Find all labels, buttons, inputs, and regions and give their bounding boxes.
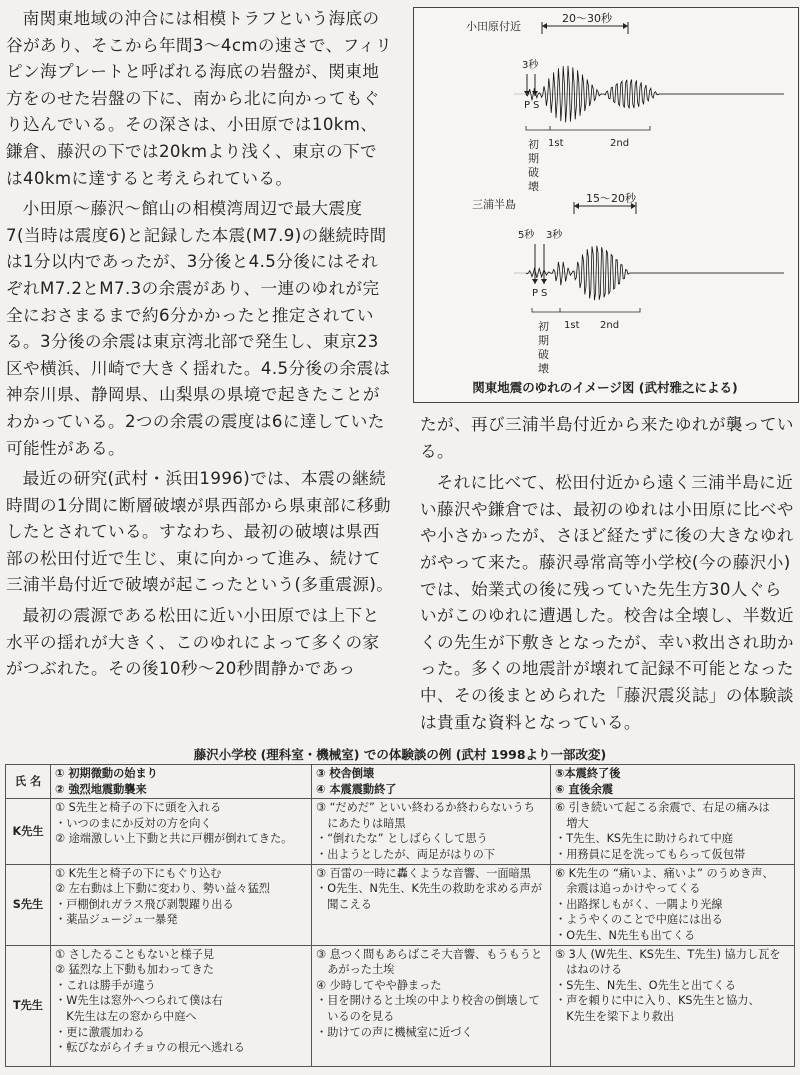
paragraph-2: 小田原〜藤沢〜館山の相模湾周辺で最大震度7(当時は震度6)と記録した本震(M7.9)の継続時間は1分以内であったが、3分後と4.5分後にはそれぞれM7.2とM7.3の余震があり、一連のゆれが完全におさまるまで約6分かかったと推定されている。3分後の余震は東京湾北部で発生し、東京23区や横浜、川崎で大きく揺れた。4.5分後の余震は神奈川県、静岡県、山梨県の県境で起きたことがわかっている。2つの余震の震度は6に達していた可能性がある。: [6, 199, 391, 458]
paragraph-5: たが、再び三浦半島付近から来たゆれが襲っている。: [420, 415, 794, 461]
table-title: 藤沢小学校 (理科室・機械室) での体験談の例 (武村 1998より一部改変): [193, 747, 607, 762]
table-row: [6, 864, 795, 945]
miura-second: 2nd: [600, 320, 620, 331]
header-name: 氏 名: [6, 765, 51, 799]
svg-text:壊: 壊: [538, 362, 549, 375]
miura-initial-break: [538, 320, 549, 375]
experience-table: [5, 764, 795, 1067]
table-header-row: [6, 765, 795, 799]
left-column: [6, 6, 394, 683]
paragraph-4: 最初の震源である松田に近い小田原では上下と水平の揺れが大きく、このゆれによって多くの家がつぶれた。その後10秒〜20秒間静かであっ: [6, 606, 380, 679]
miura-span-label: 15〜20秒: [586, 192, 636, 205]
row-cell: ③ “だめだ” といい終わるか終わらないうち にあたりは暗黒 ・“倒れたな” としばらくして思う ・出ようとしたが、両足がはりの下: [312, 799, 551, 864]
odawara-span-label: 20〜30秒: [562, 12, 612, 25]
row-name: K先生: [6, 799, 51, 864]
paragraph-1: 南関東地域の沖合には相模トラフという海底の谷があり、そこから年間3〜4cmの速さで、フィリピン海プレートと呼ばれる海底の岩盤が、関東地方をのせた岩盤の下に、南から北に向かってもぐり込んでいる。その深さは、小田原では10km、鎌倉、藤沢の下では20kmより浅く、東京の下では40kmに達すると考えられている。: [6, 9, 393, 188]
svg-text:期: 期: [528, 152, 539, 165]
svg-text:期: 期: [538, 334, 549, 347]
svg-text:初: 初: [538, 320, 549, 333]
row-cell: ⑤ 3人 (W先生、KS先生、T先生) 協力し瓦を はねのける ・S先生、N先生、O先生と出てくる ・声を頼りに中に入り、KS先生と協力、 K先生を梁下より救出: [551, 945, 795, 1066]
header-c1: ① 初期微動の始まり ② 強烈地震動襲来: [51, 765, 312, 799]
right-column: [420, 412, 798, 736]
row-name: S先生: [6, 864, 51, 945]
table-row: [6, 799, 795, 864]
miura-first: 1st: [564, 320, 580, 331]
odawara-first: 1st: [548, 138, 564, 149]
miura-ps-label: 5秒: [518, 230, 535, 241]
svg-text:壊: 壊: [528, 180, 539, 193]
paragraph-6: それに比べて、松田付近から遠く三浦半島に近い藤沢や鎌倉では、最初のゆれは小田原に比べやや小さかったが、さほど経たずに後の大きなゆれがやって来た。藤沢尋常高等小学校(今の藤沢小)では、始業式の後に残っていた先生方30人ぐらいがこのゆれに遭遇した。校舎は全壊し、半数近くの先生が下敷きとなったが、幸い救出され助かった。多くの地震計が壊れて記録不可能となった中、その後まとめられた「藤沢震災誌」の体験談は貴重な資料となっている。: [420, 473, 794, 732]
figure-caption: 関東地震のゆれのイメージ図 (武村雅之による): [472, 380, 738, 395]
row-cell: ③ 百雷の一時に轟くような音響、一面暗黒 ・O先生、N先生、K先生の救助を求める声が 聞こえる: [312, 864, 551, 945]
row-cell: ⑥ 引き続いて起こる余震で、右足の痛みは 増大 ・T先生、KS先生に助けられて中庭 ・用務員に足を洗ってもらって仮包帯: [551, 799, 795, 864]
paragraph-3: 最近の研究(武村・浜田1996)では、本震の継続時間の1分間に断層破壊が県西部から県東部に移動したとされている。すなわち、最初の破壊は県西部の松田付近で生じ、東に向かって進み、続けて三浦半島付近で破壊が起こったという(多重震源)。: [6, 469, 394, 595]
svg-text:破: 破: [538, 348, 549, 361]
row-cell: ① さしたることもないと様子見 ② 猛烈な上下動も加わってきた ・これは勝手が違う ・W先生は窓外へつられて僕は右 K先生は左の窓から中庭へ ・更に激震加わる ・転びながらイチョウの根元へ逃れる: [51, 945, 312, 1066]
miura-label: 三浦半島: [472, 198, 516, 211]
odawara-initial-break: [528, 138, 539, 193]
odawara-label: 小田原付近: [466, 20, 521, 33]
miura-waveform: [526, 246, 784, 300]
row-cell: ① K先生と椅子の下にもぐり込む ② 左右動は上下動に変わり、勢い益々猛烈 ・戸棚倒れガラス飛び剥製躍り出る ・薬品ジュージュ一暴発: [51, 864, 312, 945]
seismogram-diagram: [414, 8, 798, 402]
odawara-s: S: [533, 100, 540, 111]
odawara-p: P: [524, 100, 531, 111]
header-c3: ⑤本震終了後 ⑥ 直後余震: [551, 765, 795, 799]
odawara-ps-label: 3秒: [522, 60, 539, 71]
seismogram-figure: [413, 7, 799, 403]
row-cell: ① S先生と椅子の下に頭を入れる ・いつのまにか反対の方を向く ② 途端激しい上下動と共に戸棚が倒れてきた。: [51, 799, 312, 864]
svg-text:初: 初: [528, 138, 539, 151]
svg-text:破: 破: [528, 166, 539, 179]
miura-s: S: [541, 288, 548, 299]
odawara-second: 2nd: [610, 138, 630, 149]
row-name: T先生: [6, 945, 51, 1066]
miura-gap-label: 3秒: [546, 230, 563, 241]
table-row: [6, 945, 795, 1066]
row-cell: ③ 息つく間もあらばこそ大音響、もうもうと あがった土埃 ④ 少時してやや静まった ・目を開けると土埃の中より校舎の倒壊して いるのを見る ・助けての声に機械室に近づく: [312, 945, 551, 1066]
miura-p: P: [532, 288, 539, 299]
header-c2: ③ 校舎倒壊 ④ 本震震動終了: [312, 765, 551, 799]
row-cell: ⑥ K先生の “痛いよ、痛いよ” のうめき声、 余震は追っかけやってくる ・出路探しもがく、一隅より光線 ・ようやくのことで中庭には出る ・O先生、N先生も出てくる: [551, 864, 795, 945]
